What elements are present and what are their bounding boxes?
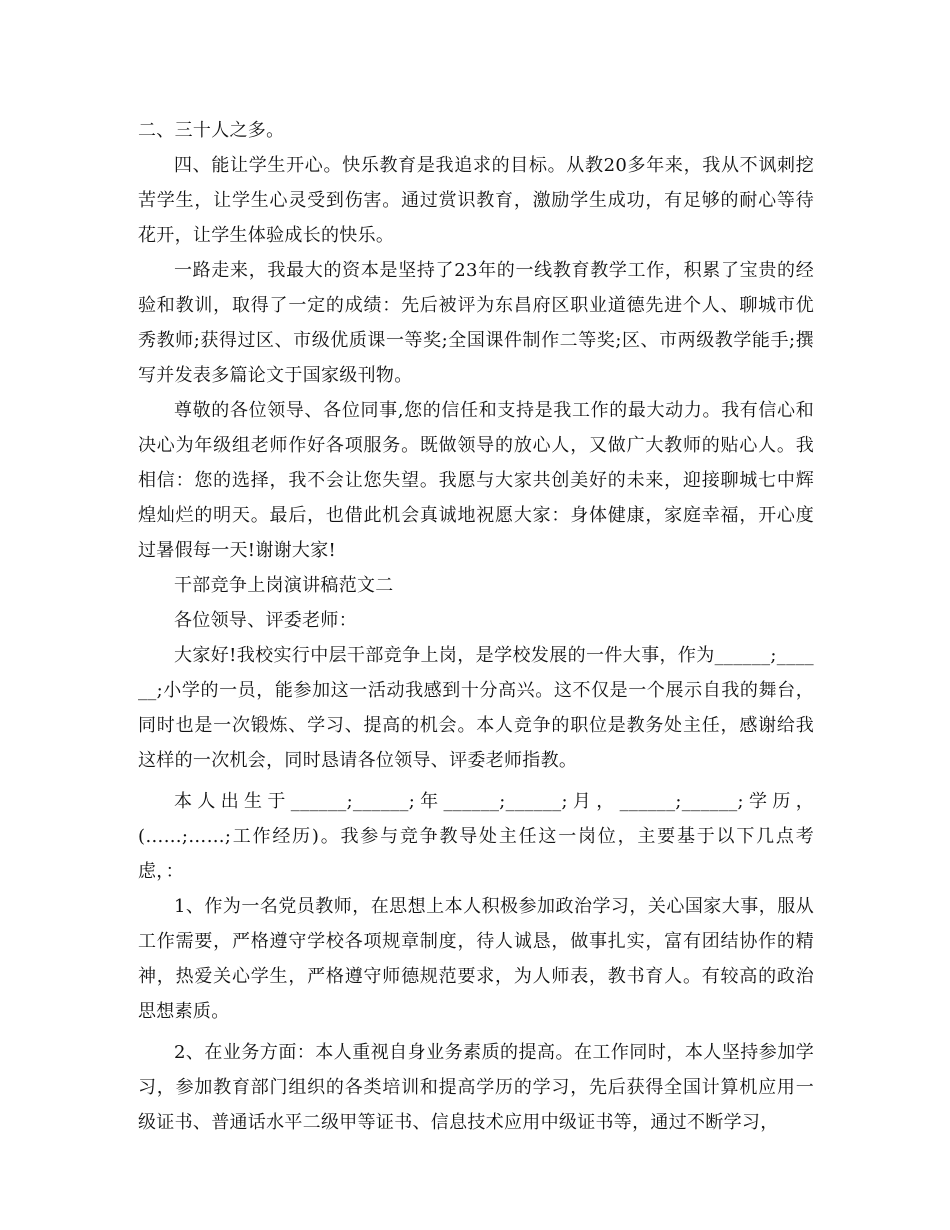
paragraph: 2、在业务方面：本人重视自身业务素质的提高。在工作同时，本人坚持参加学习，参加教育部门组织的各类培训和提高学历的学习，先后获得全国计算机应用一级证书、普通话水平二级甲等证书、信息技术应用中级证书等，通过不断学习，	[138, 1042, 814, 1133]
paragraph: 一路走来，我最大的资本是坚持了23年的一线教育教学工作，积累了宝贵的经验和教训，取得了一定的成绩：先后被评为东昌府区职业道德先进个人、聊城市优秀教师;获得过区、市级优质课一等奖;全国课件制作二等奖;区、市两级教学能手;撰写并发表多篇论文于国家级刊物。	[138, 260, 814, 386]
paragraph: 尊敬的各位领导、各位同事,您的信任和支持是我工作的最大动力。我有信心和决心为年级组老师作好各项服务。既做领导的放心人，又做广大教师的贴心人。我相信：您的选择，我不会让您失望。我愿与大家共创美好的未来，迎接聊城七中辉煌灿烂的明天。最后，也借此机会真诚地祝愿大家：身体健康，家庭幸福，开心度过暑假每一天!谢谢大家!	[138, 400, 814, 561]
paragraph: 1、作为一名党员教师，在思想上本人积极参加政治学习，关心国家大事，服从工作需要，严格遵守学校各项规章制度，待人诚恳，做事扎实，富有团结协作的精神，热爱关心学生，严格遵守师德规范要求，为人师表，教书育人。有较高的政治思想素质。	[138, 896, 814, 1022]
section-heading: 干部竞争上岗演讲稿范文二	[174, 575, 394, 596]
document-body	[138, 113, 814, 1140]
paragraph: 本人出生于______;______;年______;______;月，______;______;学历，(……;……;工作经历)。我参与竞争教导处主任这一岗位，主要基于以下几点考虑，：	[138, 791, 814, 882]
salutation: 各位领导、评委老师：	[174, 610, 357, 631]
paragraph: 四、能让学生开心。快乐教育是我追求的目标。从教20多年来，我从不讽刺挖苦学生，让学生心灵受到伤害。通过赏识教育，激励学生成功，有足够的耐心等待花开，让学生体验成长的快乐。	[138, 155, 814, 246]
paragraph: 二、三十人之多。	[138, 120, 285, 141]
paragraph: 大家好!我校实行中层干部竞争上岗，是学校发展的一件大事，作为______;______;小学的一员，能参加这一活动我感到十分高兴。这不仅是一个展示自我的舞台，同时也是一次锻炼、学习、提高的机会。本人竞争的职位是教务处主任，感谢给我这样的一次机会，同时恳请各位领导、评委老师指教。	[138, 645, 814, 771]
